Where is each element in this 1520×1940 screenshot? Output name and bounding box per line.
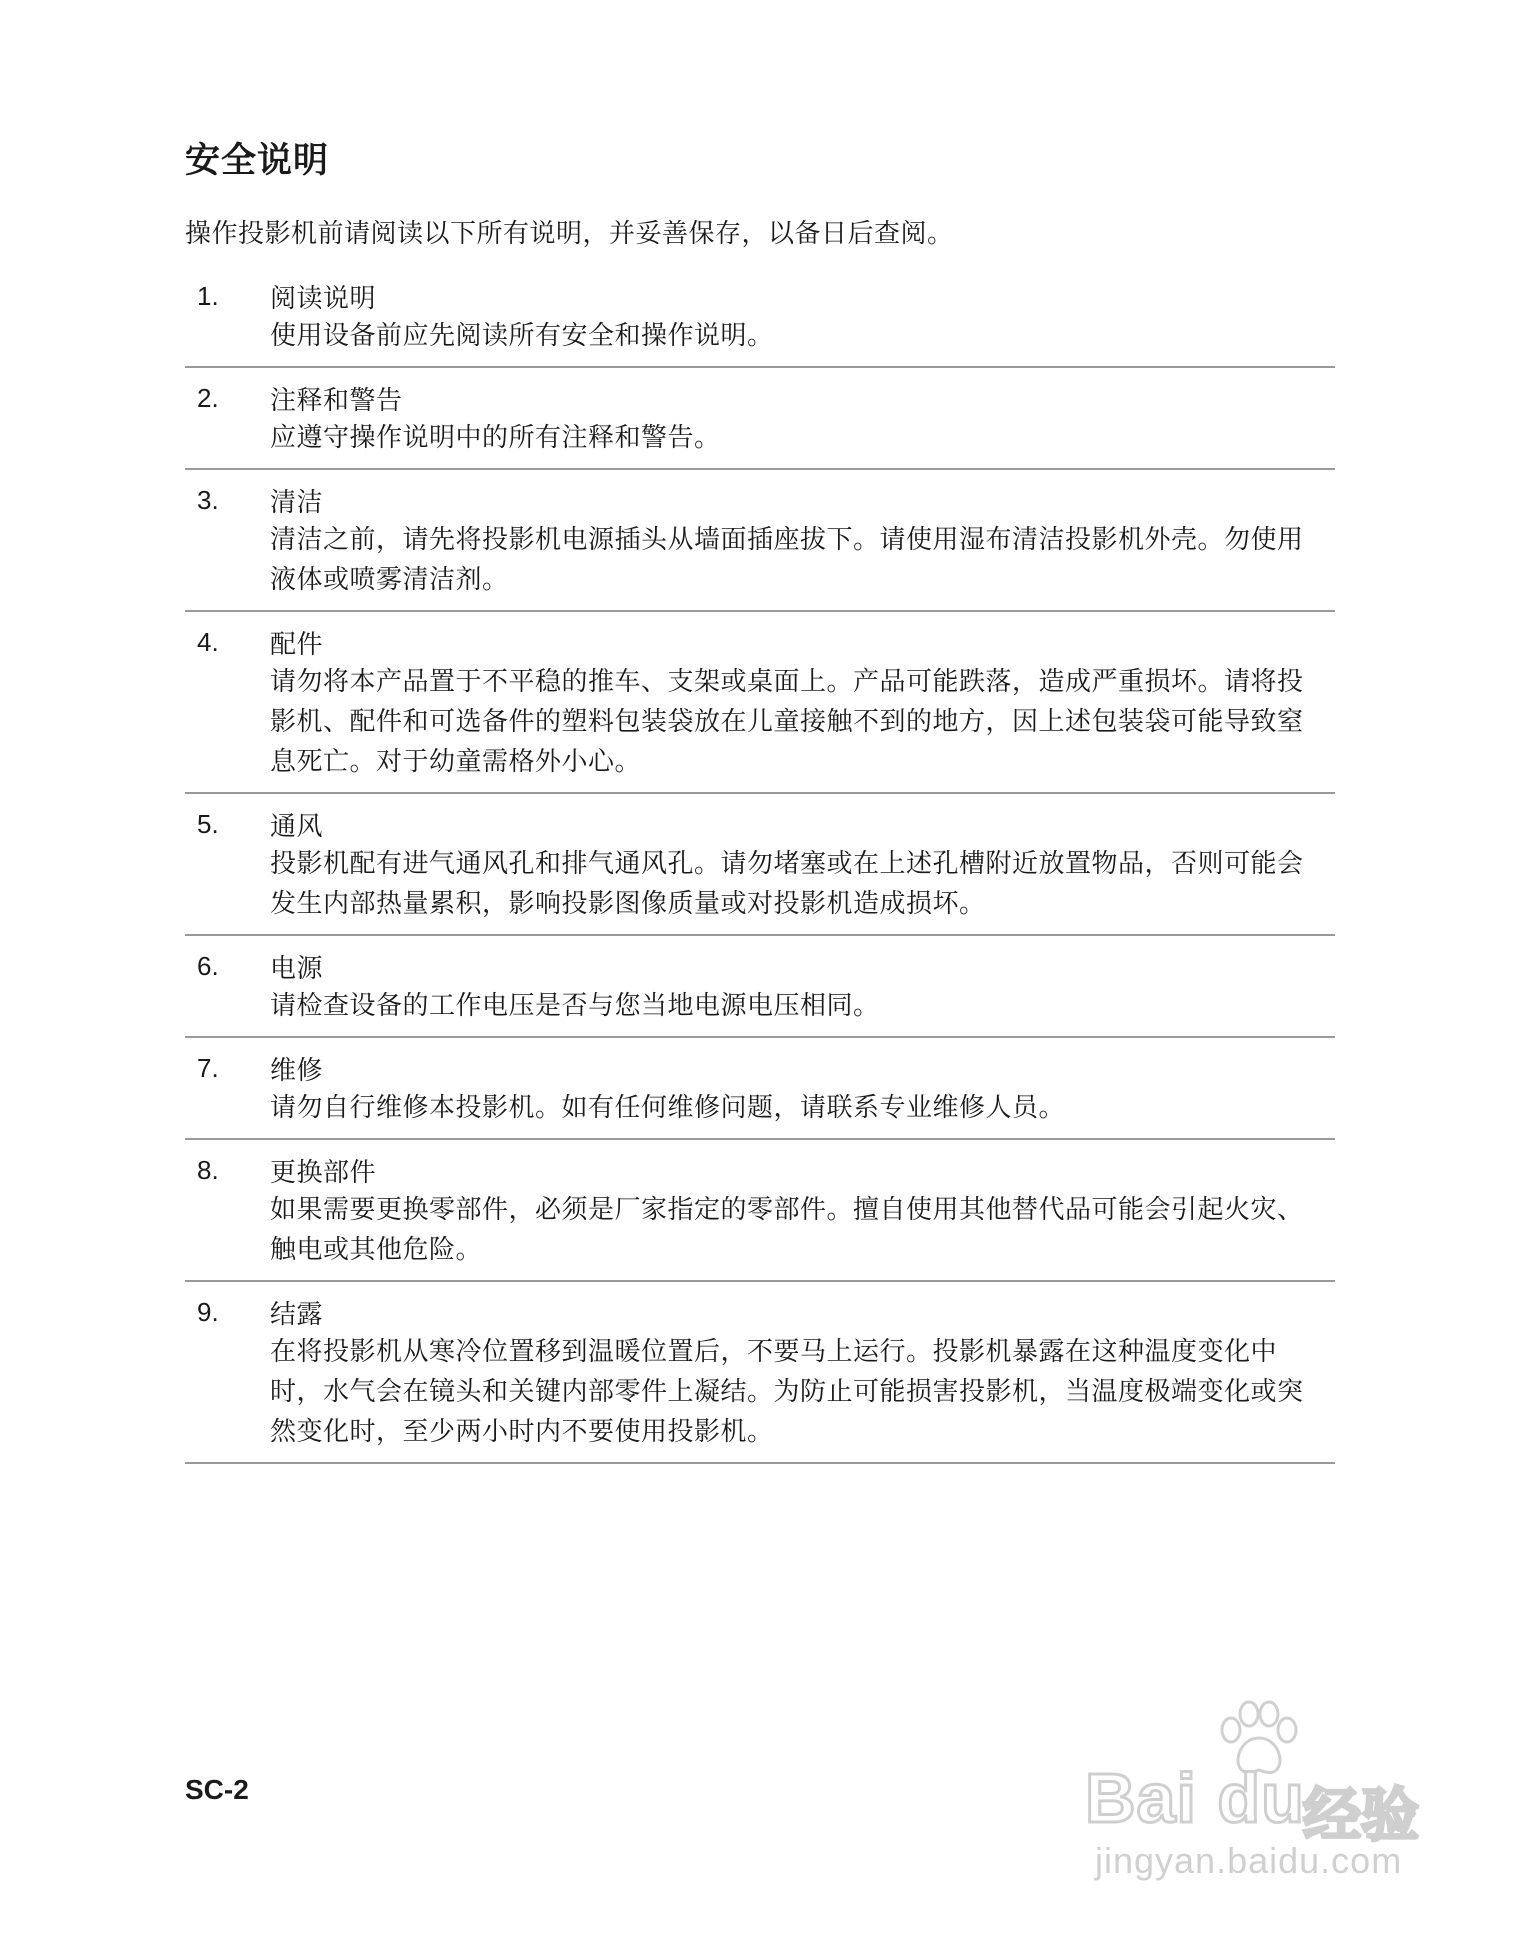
item-body: 请勿将本产品置于不平稳的推车、支架或桌面上。产品可能跌落，造成严重损坏。请将投影机、配件和可选备件的塑料包装袋放在儿童接触不到的地方，因上述包装袋可能导致窒息死亡。对于幼童需格外小心。 <box>270 667 1304 777</box>
page-title: 安全说明 <box>185 141 330 181</box>
item-number: 3. <box>197 484 219 515</box>
item-body: 使用设备前应先阅读所有安全和操作说明。 <box>270 321 774 351</box>
list-item <box>185 1282 1335 1464</box>
item-title: 维修 <box>270 1055 324 1086</box>
item-number: 7. <box>197 1052 219 1083</box>
item-title: 电源 <box>270 953 324 984</box>
item-body: 在将投影机从寒冷位置移到温暖位置后，不要马上运行。投影机暴露在这种温度变化中时，水气会在镜头和关键内部零件上凝结。为防止可能损害投影机，当温度极端变化或突然变化时，至少两小时内不要使用投影机。 <box>270 1337 1304 1447</box>
item-title: 结露 <box>270 1299 324 1330</box>
item-body: 请勿自行维修本投影机。如有任何维修问题，请联系专业维修人员。 <box>270 1093 1066 1123</box>
list-item <box>185 794 1335 936</box>
item-body: 请检查设备的工作电压是否与您当地电源电压相同。 <box>270 991 880 1021</box>
watermark-url: jingyan.baidu.com <box>1095 1840 1403 1881</box>
safety-instructions-list <box>185 276 1335 1464</box>
item-title: 通风 <box>270 811 324 842</box>
item-title: 清洁 <box>270 487 324 518</box>
list-item <box>185 612 1335 794</box>
item-number: 5. <box>197 808 219 839</box>
item-number: 6. <box>197 950 219 981</box>
item-number: 2. <box>197 382 219 413</box>
item-body: 清洁之前，请先将投影机电源插头从墙面插座拔下。请使用湿布清洁投影机外壳。勿使用液体或喷雾清洁剂。 <box>270 525 1304 595</box>
item-body: 如果需要更换零部件，必须是厂家指定的零部件。擅自使用其他替代品可能会引起火灾、触电或其他危险。 <box>270 1195 1304 1265</box>
item-title: 阅读说明 <box>270 283 377 314</box>
baidu-jingyan-watermark <box>1075 1700 1455 1885</box>
item-title: 注释和警告 <box>270 385 403 416</box>
list-item <box>185 1140 1335 1282</box>
item-title: 配件 <box>270 629 324 660</box>
intro-text: 操作投影机前请阅读以下所有说明，并妥善保存，以备日后查阅。 <box>185 219 954 249</box>
list-item <box>185 368 1335 470</box>
page-number: SC-2 <box>185 1774 249 1805</box>
watermark-product: 经验 <box>1303 1781 1420 1849</box>
list-item <box>185 936 1335 1038</box>
list-item <box>185 276 1335 368</box>
item-number: 8. <box>197 1154 219 1185</box>
item-body: 应遵守操作说明中的所有注释和警告。 <box>270 423 721 453</box>
item-number: 9. <box>197 1296 219 1327</box>
item-number: 1. <box>197 280 219 311</box>
item-title: 更换部件 <box>270 1157 377 1188</box>
item-body: 投影机配有进气通风孔和排气通风孔。请勿堵塞或在上述孔槽附近放置物品，否则可能会发生内部热量累积，影响投影图像质量或对投影机造成损坏。 <box>270 849 1304 919</box>
watermark-brand: Bai du <box>1085 1759 1305 1837</box>
list-item <box>185 1038 1335 1140</box>
item-number: 4. <box>197 626 219 657</box>
list-item <box>185 470 1335 612</box>
